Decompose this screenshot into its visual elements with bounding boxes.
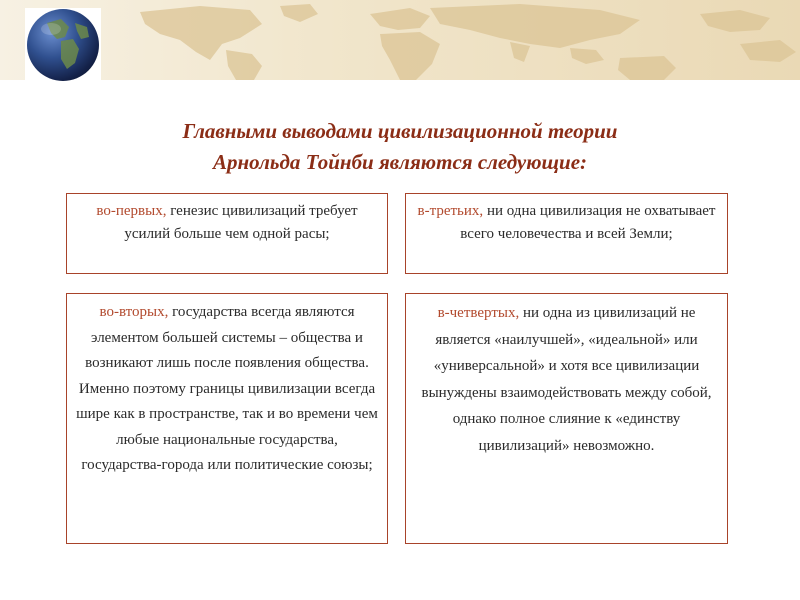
header-banner <box>0 0 800 80</box>
conclusion-card-first <box>66 193 388 274</box>
conclusion-card-third <box>405 193 728 274</box>
card-text: государства всегда являются элементом большей системы – общества и возникают лишь после появления общества. Именно поэтому границы цивилизации всегда шире как в пространстве, так и во времени чем любые национальные государства, государства-города или политические союзы; <box>76 304 378 473</box>
page-title <box>60 116 740 178</box>
world-map-icon <box>0 0 800 80</box>
conclusion-card-second <box>66 293 388 544</box>
globe-icon <box>27 9 99 81</box>
card-lead: в-четвертых, <box>437 305 520 321</box>
title-line-1: Главными выводами цивилизационной теории <box>182 119 618 143</box>
globe-frame <box>25 8 101 80</box>
card-lead: во-вторых, <box>99 304 169 320</box>
card-lead: во-первых, <box>96 203 167 219</box>
conclusion-card-fourth <box>405 293 728 544</box>
card-lead: в-третьих, <box>417 203 484 219</box>
title-line-2: Арнольда Тойнби являются следующие: <box>212 150 588 174</box>
card-text: ни одна из цивилизаций не является «наилучшей», «идеальной» или «универсальной» и хотя все цивилизации вынуждены взаимодействовать между собой, однако полное слияние к «единству цивилизаций» невозможно. <box>421 305 712 454</box>
card-text: ни одна цивилизация не охватывает всего человечества и всей Земли; <box>460 203 716 242</box>
card-text: генезис цивилизаций требует усилий больше чем одной расы; <box>124 203 358 242</box>
